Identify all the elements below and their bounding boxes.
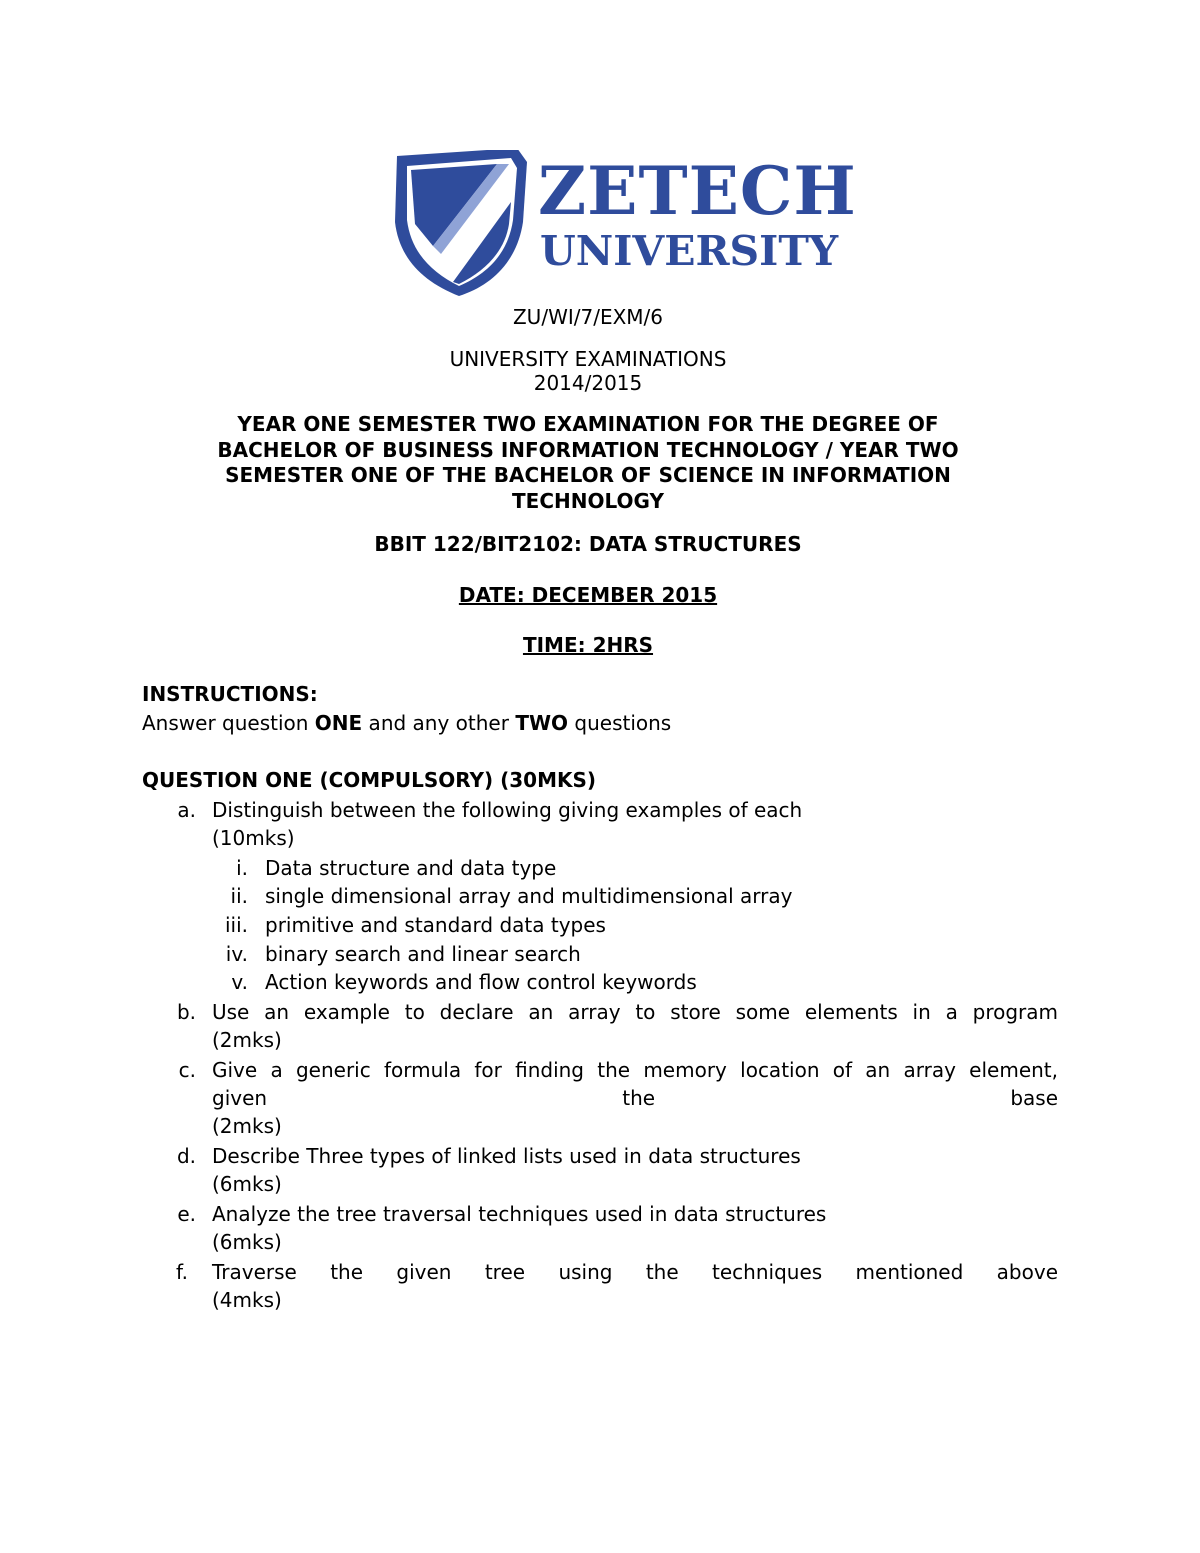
- item-marks: (2mks): [212, 1028, 282, 1052]
- sub-item-text: single dimensional array and multidimensional array: [265, 884, 793, 908]
- program-line: TECHNOLOGY: [512, 488, 664, 513]
- exam-code: ZU/WI/7/EXM/6: [512, 305, 663, 329]
- exam-title: UNIVERSITY EXAMINATIONS: [449, 347, 727, 371]
- question-item-c: [150, 1056, 1058, 1140]
- item-text: Give a generic formula for finding the memory location of an array element,: [212, 1058, 1058, 1082]
- program-line: YEAR ONE SEMESTER TWO EXAMINATION FOR THE DEGREE OF: [237, 412, 939, 436]
- course-title: BBIT 122/BIT2102: DATA STRUCTURES: [374, 532, 802, 556]
- exam-year: 2014/2015: [533, 371, 643, 395]
- item-label: d.: [176, 1144, 196, 1168]
- question-item-a: [150, 796, 1060, 852]
- sub-item: [208, 968, 908, 996]
- program-line: BACHELOR OF BUSINESS INFORMATION TECHNOLOGY / YEAR TWO: [217, 437, 959, 462]
- item-text: given the base: [212, 1086, 1058, 1110]
- sub-item-text: Data structure and data type: [265, 856, 557, 880]
- item-label: f.: [176, 1260, 188, 1284]
- exam-date: DATE: DECEMBER 2015: [458, 583, 718, 607]
- program-line: SEMESTER ONE OF THE BACHELOR OF SCIENCE IN INFORMATION: [225, 463, 951, 487]
- sub-item: [208, 854, 908, 882]
- sub-item-label: iii.: [224, 913, 248, 937]
- item-text: Analyze the tree traversal techniques used in data structures: [212, 1202, 827, 1226]
- sub-item-text: binary search and linear search: [265, 942, 581, 966]
- sub-item-label: v.: [231, 970, 248, 994]
- instructions-part: and any other: [362, 711, 516, 735]
- question-item-d: [150, 1142, 1058, 1198]
- instructions-emphasis: TWO: [515, 711, 569, 735]
- exam-duration: TIME: 2HRS: [522, 633, 654, 657]
- sub-item-text: Action keywords and flow control keywords: [265, 970, 697, 994]
- instructions-heading: INSTRUCTIONS:: [142, 682, 318, 706]
- program-title: [0, 412, 1176, 514]
- instructions-text: [142, 711, 671, 736]
- item-label: e.: [177, 1202, 196, 1226]
- instructions-part: questions: [568, 711, 672, 735]
- sub-item-text: primitive and standard data types: [265, 913, 606, 937]
- logo-wordmark-university: UNIVERSITY: [540, 227, 839, 275]
- logo-wordmark-zetech: ZETECH: [538, 152, 857, 230]
- item-text: Distinguish between the following giving examples of each: [212, 798, 803, 822]
- instructions-emphasis: ONE: [314, 711, 363, 735]
- item-text: Use an example to declare an array to store some elements in a program: [212, 1000, 1058, 1024]
- question-item-f: [150, 1258, 1058, 1314]
- question-item-e: [150, 1200, 1058, 1256]
- item-label: a.: [177, 798, 196, 822]
- item-label: c.: [178, 1058, 196, 1082]
- item-marks: (6mks): [212, 1172, 282, 1196]
- item-label: b.: [176, 1000, 196, 1024]
- item-marks: (6mks): [212, 1230, 282, 1254]
- sub-item-label: ii.: [230, 884, 248, 908]
- question-one-heading: QUESTION ONE (COMPULSORY) (30MKS): [142, 768, 597, 792]
- item-marks: (4mks): [212, 1288, 282, 1312]
- item-text: Describe Three types of linked lists used in data structures: [212, 1144, 801, 1168]
- sub-item: [208, 940, 908, 968]
- sub-item: [208, 882, 908, 910]
- question-item-b: [150, 998, 1058, 1054]
- sub-item-label: i.: [236, 856, 248, 880]
- item-text: Traverse the given tree using the techniques mentioned above: [212, 1260, 1058, 1284]
- instructions-part: Answer question: [142, 711, 315, 735]
- item-marks: (10mks): [212, 826, 295, 850]
- sub-item-label: iv.: [225, 942, 248, 966]
- item-marks: (2mks): [212, 1114, 282, 1138]
- sub-item: [208, 911, 908, 939]
